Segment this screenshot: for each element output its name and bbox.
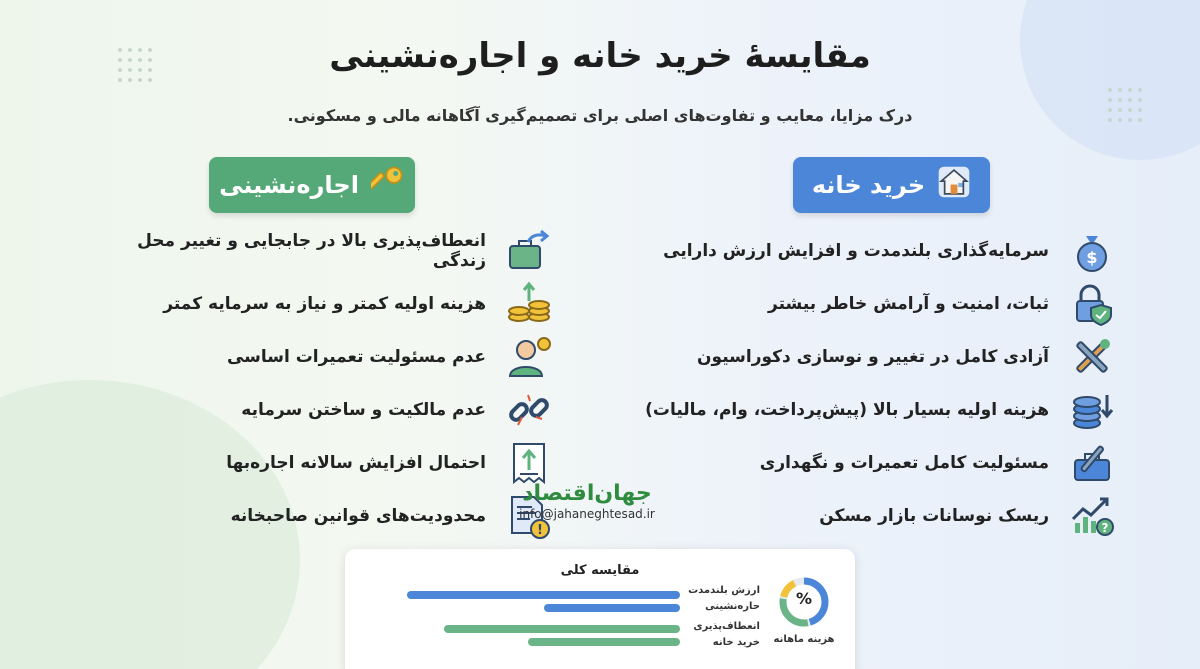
svg-text:?: ? xyxy=(1101,520,1109,535)
lock-shield-icon xyxy=(1069,281,1115,327)
list-item: آزادی کامل در تغییر و نوسازی دکوراسیون xyxy=(645,330,1115,383)
summary-bar xyxy=(407,591,680,599)
page-subtitle: درک مزایا، معایب و تفاوت‌های اصلی برای تصمیم‌گیری آگاهانه مالی و مسکونی. xyxy=(287,106,913,125)
tools-icon xyxy=(1069,334,1115,380)
summary-bar xyxy=(544,604,680,612)
list-item: هزینه اولیه بسیار بالا (پیش‌پرداخت، وام، مالیات) xyxy=(645,383,1115,436)
donut-percent-symbol: % xyxy=(795,589,813,608)
brand-email: info@jahaneghtesad.ir xyxy=(519,507,655,521)
svg-text:!: ! xyxy=(537,522,543,538)
money-bag-icon xyxy=(1069,228,1115,274)
relaxed-person-icon xyxy=(506,334,552,380)
rent-list xyxy=(82,224,552,542)
broken-chain-icon xyxy=(506,387,552,433)
bar-label: حاره‌نشینی xyxy=(705,601,760,612)
list-item: $ سرمایه‌گذاری بلندمدت و افزایش ارزش دارایی xyxy=(645,224,1115,277)
buy-header xyxy=(793,157,990,213)
house-icon xyxy=(937,165,971,205)
toolbox-icon xyxy=(1069,440,1115,486)
summary-card xyxy=(345,549,855,669)
page-title: مقایسهٔ خرید خانه و اجاره‌نشینی xyxy=(329,36,871,76)
list-item: احتمال افزایش سالانه اجاره‌بها xyxy=(82,436,552,489)
summary-title: مقایسه کلی xyxy=(560,563,640,578)
background-blob xyxy=(1020,0,1200,160)
suitcase-arrow-icon xyxy=(506,228,552,274)
list-item: عدم مالکیت و ساختن سرمایه xyxy=(82,383,552,436)
buy-header-label: خرید خانه xyxy=(811,171,926,199)
bar-label: انعطاف‌پذیری xyxy=(693,621,760,632)
brand-logo-mark: جهان‌اقتصاد xyxy=(522,481,652,506)
rent-header xyxy=(209,157,415,213)
bar-label: ارزش بلندمدت xyxy=(688,585,760,596)
bar-label: خرید خانه xyxy=(712,637,760,648)
buy-list xyxy=(645,224,1115,542)
list-item: ! محدودیت‌های قوانین صاحبخانه xyxy=(82,489,552,542)
list-item: عدم مسئولیت تعمیرات اساسی xyxy=(82,330,552,383)
summary-bar xyxy=(444,625,680,633)
brand-logo xyxy=(514,481,660,529)
receipt-arrow-icon xyxy=(506,440,552,486)
list-item: ? ریسک نوسانات بازار مسکن xyxy=(645,489,1115,542)
rent-header-label: اجاره‌نشینی xyxy=(219,171,359,199)
list-item: هزینه اولیه کمتر و نیاز به سرمایه کمتر xyxy=(82,277,552,330)
svg-text:$: $ xyxy=(1086,247,1098,267)
list-item: مسئولیت کامل تعمیرات و نگهداری xyxy=(645,436,1115,489)
donut-label: هزینه ماهانه xyxy=(773,634,835,645)
coins-arrow-icon xyxy=(506,281,552,327)
summary-bar xyxy=(528,638,680,646)
key-icon xyxy=(371,165,405,205)
chart-question-icon xyxy=(1069,493,1115,539)
list-item: ثبات، امنیت و آرامش خاطر بیشتر xyxy=(645,277,1115,330)
list-item: انعطاف‌پذیری بالا در جابجایی و تغییر محل زندگی xyxy=(82,224,552,277)
coin-stack-icon xyxy=(1069,387,1115,433)
